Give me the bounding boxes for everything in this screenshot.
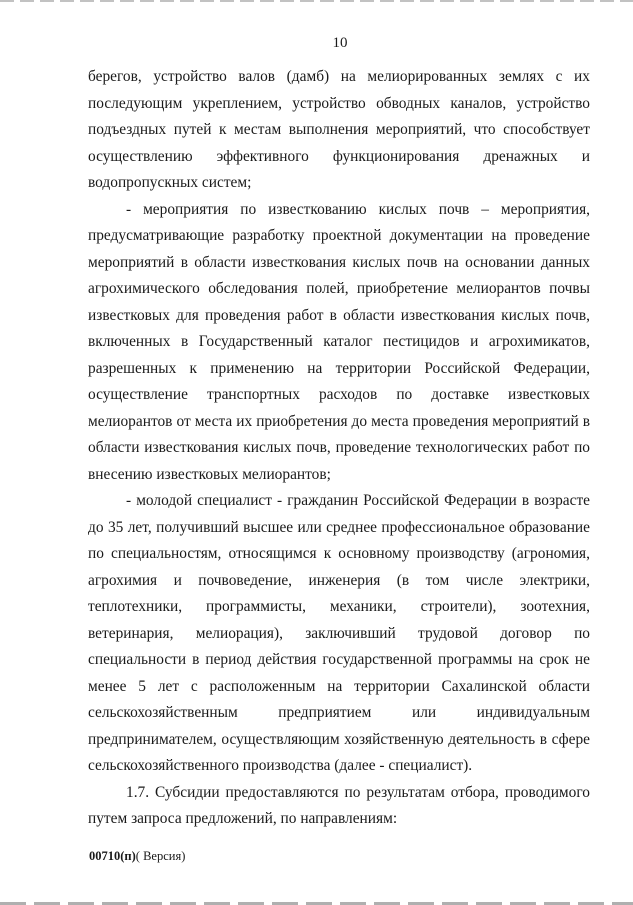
paragraph-subsidies-clause: 1.7. Субсидии предоставляются по результатам отбора, проводимого путем запроса предложений, по направлениям:	[88, 783, 590, 827]
document-code: 00710(п)	[89, 849, 136, 863]
page-number: 10	[332, 35, 348, 51]
paragraph-liming-measures: - мероприятия по известкованию кислых почв – мероприятия, предусматривающие разработку проектной документации на проведение мероприятий в области известкования кислых почв на основании данных агрохимического обследования полей, приобретение мелиорантов почвы известковых для проведения работ в области известкования кислых почв, включенных в Государственный каталог пестицидов и агрохимикатов, разрешенных к применению на территории Российской Федерации, осуществление транспортных расходов по доставке известковых мелиорантов от места их приобретения до места проведения мероприятий в области известкования кислых почв, проведение технологических работ по внесению известковых мелиорантов;	[88, 200, 590, 483]
document-version: ( Версия)	[135, 849, 186, 863]
document-footer	[89, 849, 185, 864]
paragraph-young-specialist: - молодой специалист - гражданин Российской Федерации в возрасте до 35 лет, получивший высшее или среднее профессиональное образование по специальностям, относящимся к основному производству (агрономия, агрохимия и почвоведение, инженерия (в том числе электрики, теплотехники, программисты, механики, строители), зоотехния, ветеринария, мелиорация), заключивший трудовой договор по специальности в период действия государственной программы на срок не менее 5 лет с расположенным на территории Сахалинской области сельскохозяйственным предприятием или индивидуальным предпринимателем, осуществляющим хозяйственную деятельность в сфере сельскохозяйственного производства (далее - специалист).	[88, 492, 590, 774]
page-edge-top	[0, 0, 633, 2]
document-body	[88, 64, 590, 833]
paragraph-continuation: берегов, устройство валов (дамб) на мелиорированных землях с их последующим укреплением, устройство обводных каналов, устройство подъездных путей к местам выполнения мероприятий, что способствует осуществлению эффективного функционирования дренажных и водопропускных систем;	[88, 68, 590, 191]
